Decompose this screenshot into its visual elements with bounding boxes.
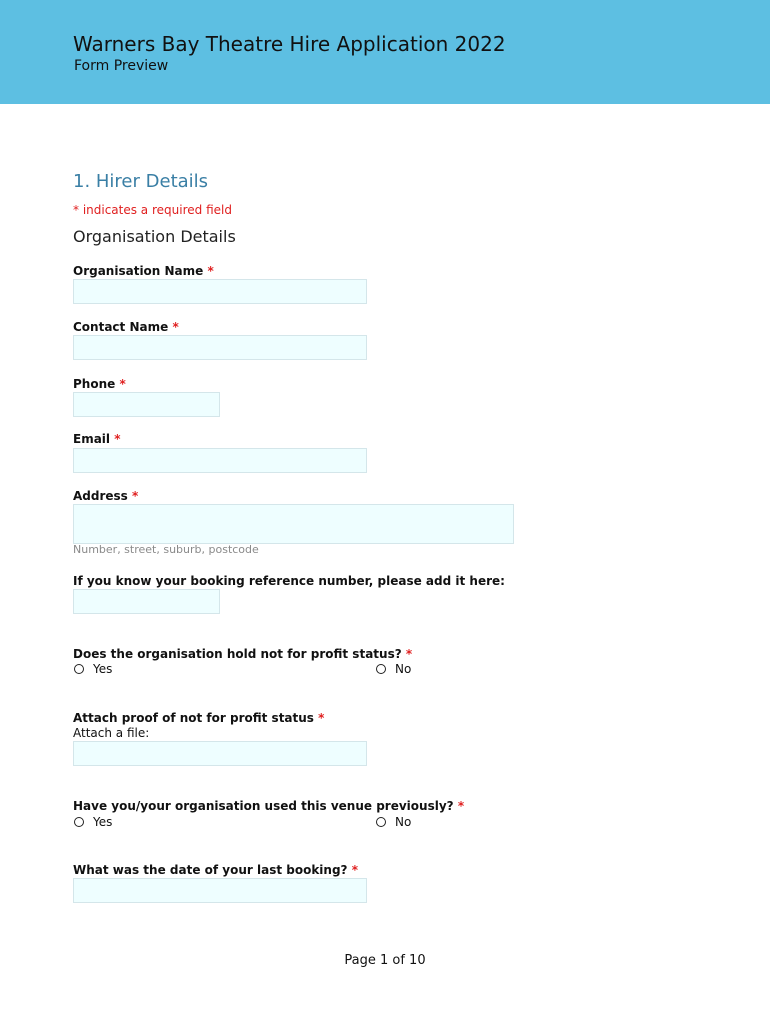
email-label: Email * xyxy=(73,432,121,446)
nfp-yes-radio[interactable]: Yes xyxy=(74,662,112,676)
radio-circle-icon xyxy=(376,664,386,674)
contact-name-label: Contact Name * xyxy=(73,320,179,334)
used-before-label: Have you/your organisation used this venue previously? * xyxy=(73,799,465,813)
address-hint: Number, street, suburb, postcode xyxy=(73,543,259,556)
last-booking-date-input[interactable] xyxy=(73,878,367,903)
page-number: Page 1 of 10 xyxy=(344,953,426,968)
section-title: 1. Hirer Details xyxy=(73,171,209,192)
form-title: Warners Bay Theatre Hire Application 2022 xyxy=(73,32,506,56)
booking-ref-label: If you know your booking reference number, please add it here: xyxy=(73,574,505,588)
form-subtitle: Form Preview xyxy=(74,58,169,74)
booking-ref-input[interactable] xyxy=(73,589,220,614)
nfp-proof-label: Attach proof of not for profit status * xyxy=(73,711,325,725)
nfp-status-label: Does the organisation hold not for profit status? * xyxy=(73,647,413,661)
required-star: * xyxy=(132,489,139,503)
required-star: * xyxy=(351,863,358,877)
attach-file-label: Attach a file: xyxy=(73,726,150,740)
nfp-proof-file-input[interactable] xyxy=(73,741,367,766)
phone-label: Phone * xyxy=(73,377,126,391)
group-heading: Organisation Details xyxy=(73,227,236,246)
org-name-label: Organisation Name * xyxy=(73,264,214,278)
radio-circle-icon xyxy=(74,817,84,827)
required-star: * xyxy=(172,320,179,334)
required-star: * xyxy=(119,377,126,391)
contact-name-input[interactable] xyxy=(73,335,367,360)
radio-circle-icon xyxy=(376,817,386,827)
address-input[interactable] xyxy=(73,504,514,544)
required-star: * xyxy=(207,264,214,278)
org-name-input[interactable] xyxy=(73,279,367,304)
required-note: * indicates a required field xyxy=(73,203,232,217)
radio-circle-icon xyxy=(74,664,84,674)
address-label: Address * xyxy=(73,489,139,503)
email-input[interactable] xyxy=(73,448,367,473)
required-star: * xyxy=(405,647,413,661)
phone-input[interactable] xyxy=(73,392,220,417)
required-star: * xyxy=(457,799,465,813)
used-before-no-radio[interactable]: No xyxy=(376,815,411,829)
nfp-no-radio[interactable]: No xyxy=(376,662,411,676)
last-booking-label: What was the date of your last booking? * xyxy=(73,863,358,877)
required-star: * xyxy=(114,432,121,446)
form-header xyxy=(0,0,770,104)
used-before-yes-radio[interactable]: Yes xyxy=(74,815,112,829)
required-star: * xyxy=(318,711,325,725)
